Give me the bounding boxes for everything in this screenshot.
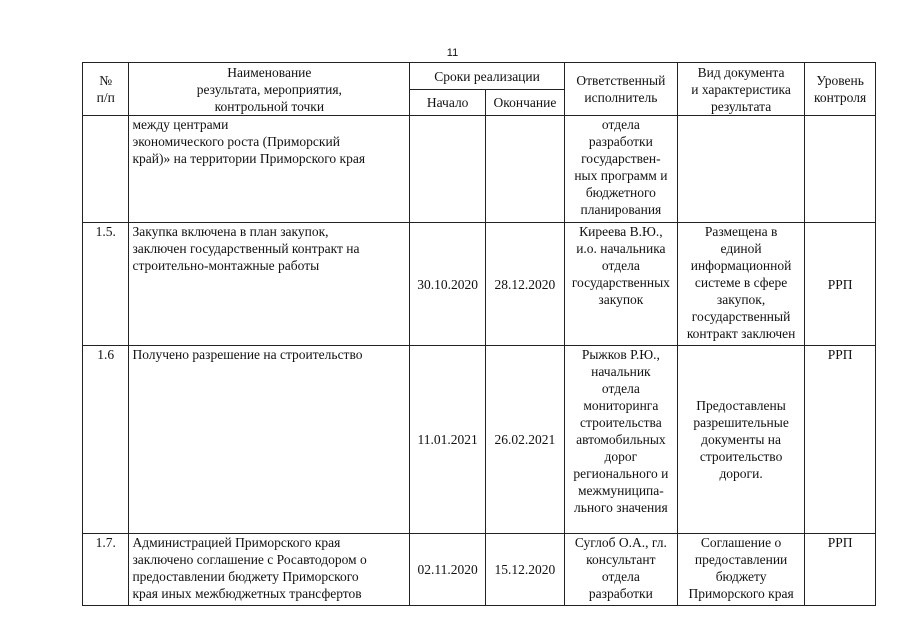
row-start <box>410 116 486 223</box>
row-level: РРП <box>805 534 876 606</box>
row-name: между центрами экономического роста (Приморский край)» на территории Приморского края <box>129 116 410 223</box>
row-doc: Предоставлены разрешительные документы на строительство дороги. <box>677 346 804 534</box>
table-row <box>83 534 876 606</box>
row-end: 15.12.2020 <box>486 534 565 606</box>
header-end: Окончание <box>486 90 565 116</box>
row-responsible: отдела разработки государствен- ных программ и бюджетного планирования <box>564 116 677 223</box>
header-doc: Вид документа и характеристика результата <box>677 63 804 116</box>
row-doc: Соглашение о предоставлении бюджету Приморского края <box>677 534 804 606</box>
row-doc <box>677 116 804 223</box>
table-row <box>83 346 876 534</box>
row-name: Получено разрешение на строительство <box>129 346 410 534</box>
row-num <box>83 116 129 223</box>
row-responsible: Суглоб О.А., гл. консультант отдела разработки <box>564 534 677 606</box>
header-name: Наименование результата, мероприятия, контрольной точки <box>129 63 410 116</box>
row-start: 02.11.2020 <box>410 534 486 606</box>
row-level: РРП <box>805 223 876 346</box>
row-responsible: Киреева В.Ю., и.о. начальника отдела государственных закупок <box>564 223 677 346</box>
table-row <box>83 116 876 223</box>
row-end: 28.12.2020 <box>486 223 565 346</box>
row-num: 1.5. <box>83 223 129 346</box>
header-responsible: Ответственный исполнитель <box>564 63 677 116</box>
row-num: 1.6 <box>83 346 129 534</box>
header-level: Уровень контроля <box>805 63 876 116</box>
row-num: 1.7. <box>83 534 129 606</box>
plan-table <box>82 62 876 606</box>
row-start: 30.10.2020 <box>410 223 486 346</box>
row-responsible: Рыжков Р.Ю., начальник отдела мониторинга строительства автомобильных дорог регионального и межмуниципа- льного значения <box>564 346 677 534</box>
table-row <box>83 223 876 346</box>
header-start: Начало <box>410 90 486 116</box>
row-name: Закупка включена в план закупок, заключен государственный контракт на строительно-монтажные работы <box>129 223 410 346</box>
row-start: 11.01.2021 <box>410 346 486 534</box>
row-end <box>486 116 565 223</box>
row-name: Администрацией Приморского края заключено соглашение с Росавтодором о предоставлении бюджету Приморского края иных межбюджетных трансфертов <box>129 534 410 606</box>
row-level <box>805 116 876 223</box>
header-num: № п/п <box>83 63 129 116</box>
row-level: РРП <box>805 346 876 534</box>
row-doc: Размещена в единой информационной системе в сфере закупок, государственный контракт заключен <box>677 223 804 346</box>
header-terms: Сроки реализации <box>410 63 565 90</box>
page-number: 11 <box>446 47 459 59</box>
row-end: 26.02.2021 <box>486 346 565 534</box>
table-header <box>83 63 876 116</box>
